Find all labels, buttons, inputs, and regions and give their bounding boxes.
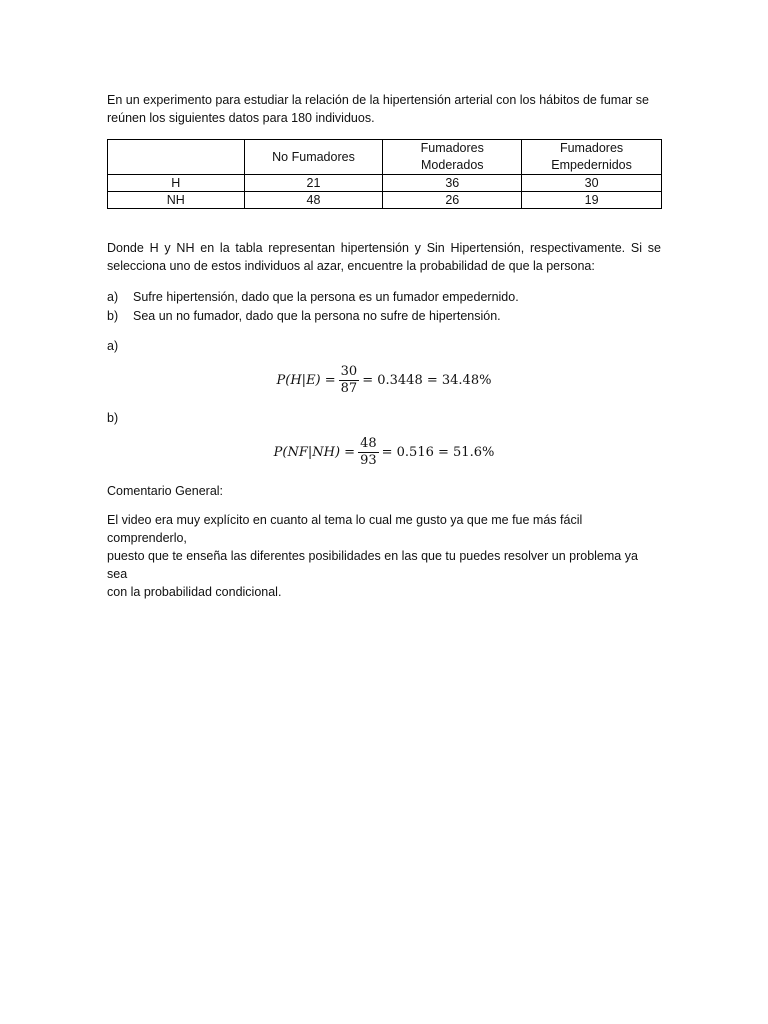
table-header-row bbox=[108, 140, 662, 175]
intro-paragraph bbox=[107, 91, 661, 127]
fraction-denominator: 87 bbox=[340, 381, 358, 396]
question-line-1: Donde H y NH en la tabla representan hipertensión y Sin Hipertensión, respectivamente. Si se bbox=[107, 241, 661, 255]
intro-line-1: En un experimento para estudiar la relación de la hipertensión arterial con los hábitos de fumar se bbox=[107, 93, 649, 107]
answer-a-label: a) bbox=[107, 339, 119, 353]
table-cell: 21 bbox=[244, 175, 383, 192]
comment-line-3: con la probabilidad condicional. bbox=[107, 585, 282, 599]
formula-a-lhs: P(H|E) = bbox=[276, 372, 336, 388]
fraction-numerator: 30 bbox=[340, 364, 358, 379]
formula-b bbox=[0, 436, 768, 469]
list-item-text: Sea un no fumador, dado que la persona no sufre de hipertensión. bbox=[133, 309, 501, 323]
table-header-fumadores-empedernidos bbox=[522, 140, 662, 175]
fraction-numerator: 48 bbox=[360, 436, 377, 451]
comment-paragraph bbox=[107, 511, 661, 601]
fraction-denominator: 93 bbox=[360, 453, 377, 468]
data-table bbox=[107, 139, 662, 209]
table-cell: 26 bbox=[383, 192, 522, 209]
header-line: Moderados bbox=[421, 158, 484, 172]
formula-b-rhs: = 0.516 = 51.6% bbox=[381, 444, 495, 460]
table-cell: 36 bbox=[383, 175, 522, 192]
table-header-cell-empty bbox=[108, 140, 245, 175]
formula-a bbox=[0, 364, 768, 397]
list-marker: a) bbox=[107, 290, 119, 304]
table-cell: 19 bbox=[522, 192, 662, 209]
list-item bbox=[107, 288, 661, 307]
comment-line-2: puesto que te enseña las diferentes posibilidades en las que tu puedes resolver un problema ya sea bbox=[107, 549, 638, 581]
header-line: Fumadores bbox=[559, 141, 624, 155]
row-label: NH bbox=[108, 192, 245, 209]
table-row bbox=[108, 175, 662, 192]
question-list bbox=[107, 288, 661, 326]
header-line: Empedernidos bbox=[551, 158, 632, 172]
question-paragraph bbox=[107, 239, 661, 275]
table-header-no-fumadores: No Fumadores bbox=[244, 140, 383, 175]
answer-b-label: b) bbox=[107, 411, 119, 425]
header-line: Fumadores bbox=[420, 141, 484, 155]
formula-a-rhs: = 0.3448 = 34.48% bbox=[362, 372, 492, 388]
table-row bbox=[108, 192, 662, 209]
table-cell: 30 bbox=[522, 175, 662, 192]
comment-title: Comentario General: bbox=[107, 484, 224, 498]
formula-b-lhs: P(NF|NH) = bbox=[273, 444, 356, 460]
table-cell: 48 bbox=[244, 192, 383, 209]
list-marker: b) bbox=[107, 309, 119, 323]
question-line-2: selecciona uno de estos individuos al azar, encuentre la probabilidad de que la persona: bbox=[107, 259, 595, 273]
row-label: H bbox=[108, 175, 245, 192]
comment-line-1: El video era muy explícito en cuanto al tema lo cual me gusto ya que me fue más fácil comprenderlo, bbox=[107, 513, 583, 545]
list-item-text: Sufre hipertensión, dado que la persona es un fumador empedernido. bbox=[133, 290, 519, 304]
intro-line-2: reúnen los siguientes datos para 180 individuos. bbox=[107, 111, 375, 125]
formula-b-fraction bbox=[358, 436, 379, 469]
list-item bbox=[107, 307, 661, 326]
table-header-fumadores-moderados bbox=[383, 140, 522, 175]
formula-a-fraction bbox=[339, 364, 360, 397]
